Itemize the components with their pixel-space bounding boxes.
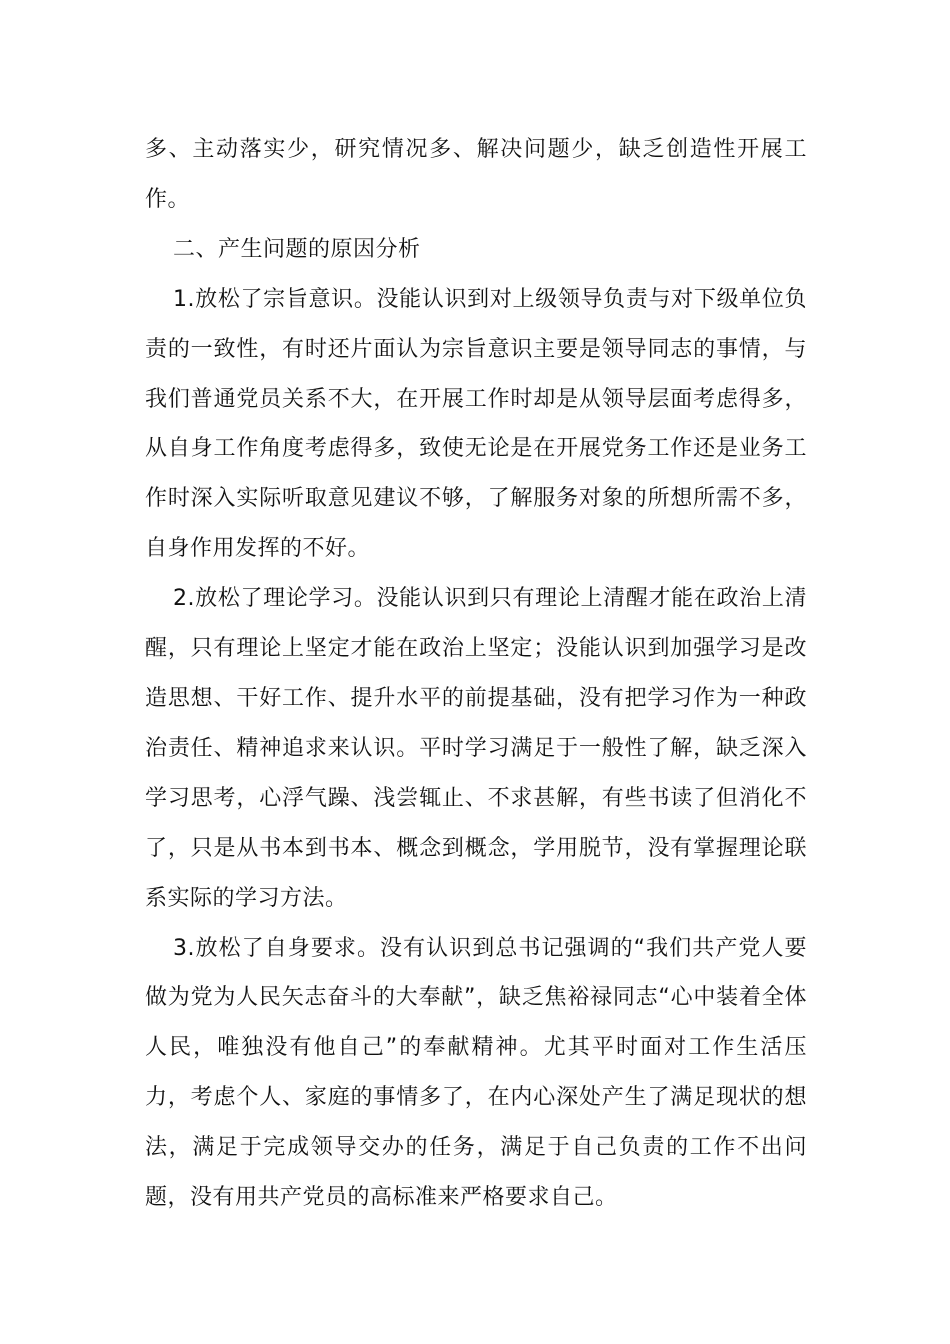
paragraph-continuation: 多、主动落实少，研究情况多、解决问题少，缺乏创造性开展工作。 [145,137,807,212]
section-heading: 二、产生问题的原因分析 [173,236,421,262]
paragraph-point-2: 2.放松了理论学习。没能认识到只有理论上清醒才能在政治上清醒，只有理论上坚定才能在政治上坚定；没能认识到加强学习是改造思想、干好工作、提升水平的前提基础，没有把学习作为一种政治责任、精神追求来认识。平时学习满足于一般性了解，缺乏深入学习思考，心浮气躁、浅尝辄止、不求甚解，有些书读了但消化不了，只是从书本到书本、概念到概念，学用脱节，没有掌握理论联系实际的学习方法。 [145,586,807,911]
paragraph-point-3: 3.放松了自身要求。没有认识到总书记强调的“我们共产党人要做为党为人民矢志奋斗的大奉献”，缺乏焦裕禄同志“心中装着全体人民，唯独没有他自己”的奉献精神。尤其平时面对工作生活压力，考虑个人、家庭的事情多了，在内心深处产生了满足现状的想法，满足于完成领导交办的任务，满足于自己负责的工作不出问题，没有用共产党员的高标准来严格要求自己。 [145,935,807,1211]
paragraph-point-1: 1.放松了宗旨意识。没能认识到对上级领导负责与对下级单位负责的一致性，有时还片面认为宗旨意识主要是领导同志的事情，与我们普通党员关系不大，在开展工作时却是从领导层面考虑得多，从自身工作角度考虑得多，致使无论是在开展党务工作还是业务工作时深入实际听取意见建议不够，了解服务对象的所想所需不多，自身作用发挥的不好。 [145,286,807,562]
document-body [145,125,807,1223]
